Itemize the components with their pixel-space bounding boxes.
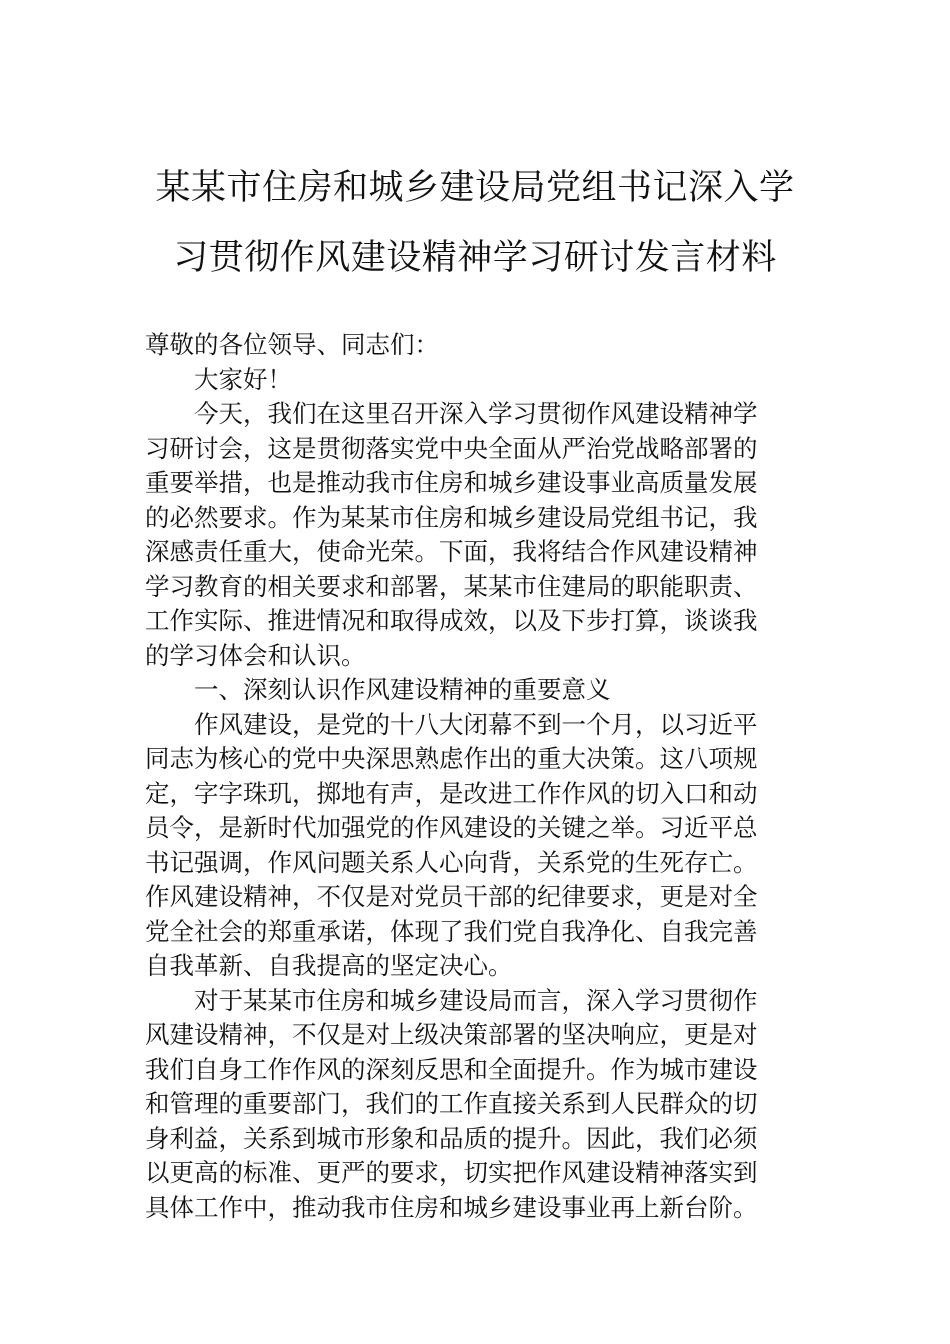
- document-title-line-2: 习贯彻作风建设精神学习研讨发言材料: [173, 238, 777, 278]
- paragraph-line: 定，字字珠玑，掷地有声，是改进工作作风的切入口和动: [145, 778, 758, 808]
- greeting: 大家好！: [194, 364, 292, 394]
- paragraph-line: 作风建设，是党的十八大闭幕不到一个月，以习近平: [194, 709, 758, 739]
- paragraph-line: 对于某某市住房和城乡建设局而言，深入学习贯彻作: [194, 985, 758, 1015]
- paragraph-line: 学习教育的相关要求和部署，某某市住建局的职能职责、: [145, 571, 758, 601]
- paragraph-line: 以更高的标准、更严的要求，切实把作风建设精神落实到: [145, 1158, 758, 1187]
- paragraph-line: 工作实际、推进情况和取得成效，以及下步打算，谈谈我: [145, 606, 758, 635]
- document-title-line-1: 某某市住房和城乡建设局党组书记深入学: [155, 168, 795, 208]
- section-heading: 一、深刻认识作风建设精神的重要意义: [194, 675, 611, 704]
- document-body: [145, 328, 810, 1225]
- paragraph-line: 重要举措，也是推动我市住房和城乡建设事业高质量发展: [145, 468, 758, 497]
- paragraph-line: 习研讨会，这是贯彻落实党中央全面从严治党战略部署的: [145, 433, 758, 463]
- paragraph-line: 今天，我们在这里召开深入学习贯彻作风建设精神学: [194, 399, 758, 428]
- paragraph-line: 我们自身工作作风的深刻反思和全面提升。作为城市建设: [145, 1054, 758, 1084]
- paragraph-line: 书记强调，作风问题关系人心向背，关系党的生死存亡。: [145, 847, 758, 877]
- paragraph-line: 作风建设精神，不仅是对党员干部的纪律要求，更是对全: [145, 882, 758, 911]
- paragraph-line: 自我革新、自我提高的坚定决心。: [145, 951, 513, 980]
- paragraph-line: 的学习体会和认识。: [145, 640, 366, 670]
- paragraph-line: 和管理的重要部门，我们的工作直接关系到人民群众的切: [145, 1089, 758, 1118]
- salutation: 尊敬的各位领导、同志们：: [145, 330, 439, 359]
- paragraph-line: 风建设精神，不仅是对上级决策部署的坚决响应，更是对: [145, 1020, 758, 1049]
- paragraph-line: 深感责任重大，使命光荣。下面，我将结合作风建设精神: [145, 537, 758, 566]
- paragraph-line: 员令，是新时代加强党的作风建设的关键之举。习近平总: [145, 813, 758, 842]
- paragraph-line: 党全社会的郑重承诺，体现了我们党自我净化、自我完善: [145, 916, 758, 946]
- paragraph-line: 身利益，关系到城市形象和品质的提升。因此，我们必须: [145, 1123, 758, 1153]
- paragraph-line: 的必然要求。作为某某市住房和城乡建设局党组书记，我: [145, 502, 758, 532]
- paragraph-line: 同志为核心的党中央深思熟虑作出的重大决策。这八项规: [145, 744, 758, 773]
- paragraph-line: 具体工作中，推动我市住房和城乡建设事业再上新台阶。: [145, 1192, 758, 1222]
